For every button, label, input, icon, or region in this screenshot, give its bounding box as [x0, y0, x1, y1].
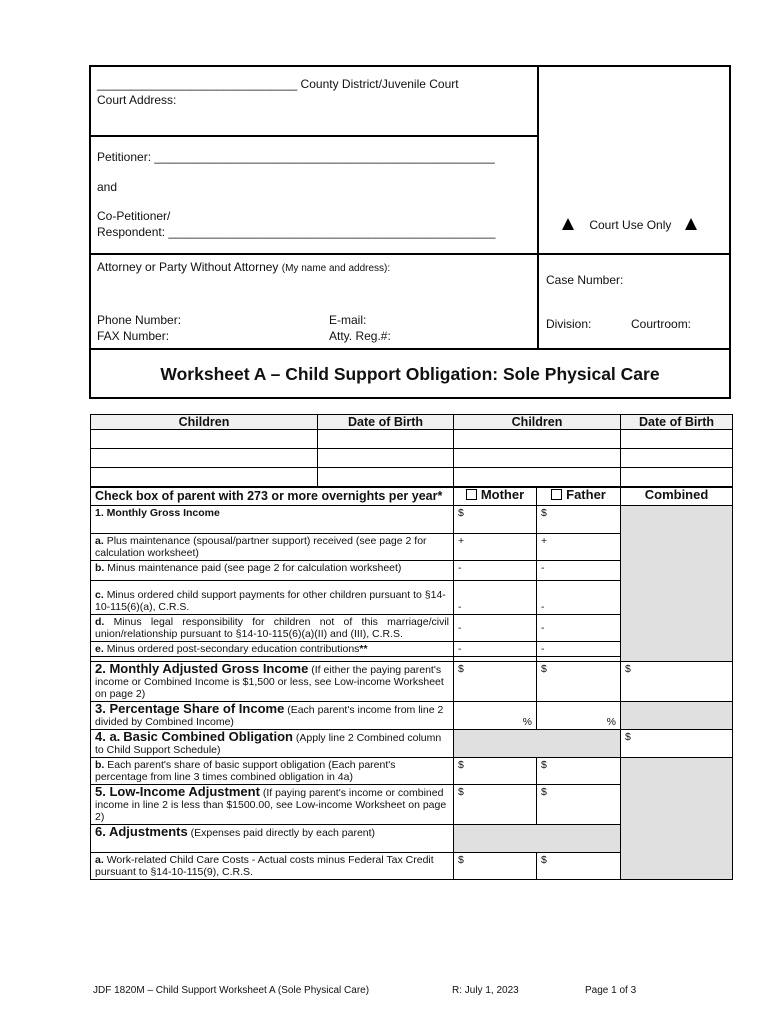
dob-header: Date of Birth [318, 415, 454, 430]
phone-field[interactable]: Phone Number: [97, 313, 182, 327]
respondent-field[interactable]: Respondent: _________________________________________________ [97, 225, 496, 239]
line-1b-father[interactable]: - [537, 560, 621, 580]
children-header: Children [91, 415, 318, 430]
line-4b-label: b. Each parent's share of basic support obligation (Each parent's percentage from line 3 times combined obligation in 4a) [91, 757, 454, 784]
line-1d-label: d. Minus legal responsibility for children not of this marriage/civil union/relationship pursuant to §14-10-115(6)(a)(II) and (III), C.R.S. [91, 614, 454, 641]
father-label: Father [566, 486, 606, 502]
checkbox-icon[interactable] [551, 489, 562, 500]
line-1b-mother[interactable]: - [454, 560, 537, 580]
line-1a-father[interactable]: + [537, 533, 621, 560]
email-field[interactable]: E-mail: [329, 313, 367, 327]
line-1a-label: a. Plus maintenance (spousal/partner support) received (see page 2 for calculation worksheet) [91, 533, 454, 560]
mother-checkbox[interactable] [454, 487, 537, 506]
line-1e-label: e. Minus ordered post-secondary education contributions** [91, 641, 454, 656]
line-6a-father[interactable]: $ [537, 852, 621, 879]
line-6a-mother[interactable]: $ [454, 852, 537, 879]
line-3-row [91, 701, 733, 729]
court-use-only [562, 218, 697, 232]
combined-shaded [621, 505, 733, 661]
footer-form-id: JDF 1820M – Child Support Worksheet A (Sole Physical Care) [93, 985, 370, 996]
line-3-mother[interactable]: % [454, 701, 537, 729]
table-row[interactable] [91, 449, 733, 468]
combined-shaded [621, 757, 733, 879]
line-2-combined[interactable]: $ [621, 661, 733, 701]
case-number-field[interactable]: Case Number: [546, 273, 624, 287]
line-4b-father[interactable]: $ [537, 757, 621, 784]
father-checkbox[interactable] [537, 487, 621, 506]
line-6-label: 6. Adjustments (Expenses paid directly by each parent) [91, 824, 454, 852]
line-5-father[interactable]: $ [537, 784, 621, 824]
footer-revised: R: July 1, 2023 [452, 985, 519, 996]
check-box-label: Check box of parent with 273 or more overnights per year* [91, 487, 454, 506]
fax-field[interactable]: FAX Number: [97, 329, 170, 343]
line-1-father[interactable]: $ [537, 505, 621, 533]
checkbox-icon[interactable] [466, 489, 477, 500]
and-label: and [97, 180, 118, 194]
up-arrow-icon [685, 218, 697, 230]
caption-box [89, 65, 731, 399]
court-address-label: Court Address: [97, 93, 177, 107]
line-4a-combined[interactable]: $ [621, 729, 733, 757]
line-1c-mother[interactable]: - [454, 580, 537, 614]
line-5-label: 5. Low-Income Adjustment (If paying parent's income or combined income in line 2 is less than $1500.00, see Low-income Worksheet on page 2) [91, 784, 454, 824]
line-2-label: 2. Monthly Adjusted Gross Income (If either the paying parent's income or Combined Income is $1,500 or less, see Low-income Worksheet on page 2) [91, 661, 454, 701]
line-2-row [91, 661, 733, 701]
line-1d-father[interactable]: - [537, 614, 621, 641]
table-row[interactable] [91, 430, 733, 449]
line-4b-mother[interactable]: $ [454, 757, 537, 784]
court-use-only-label: Court Use Only [589, 218, 672, 232]
line-1-row [91, 505, 733, 533]
court-name-line: ______________________________ County District/Juvenile Court [97, 77, 459, 91]
line-1d-mother[interactable]: - [454, 614, 537, 641]
table-row[interactable] [91, 468, 733, 487]
line-4a-shaded [454, 729, 621, 757]
line-1c-father[interactable]: - [537, 580, 621, 614]
footer-page-number: Page 1 of 3 [585, 985, 637, 996]
line-1b-label: b. Minus maintenance paid (see page 2 for calculation worksheet) [91, 560, 454, 580]
line-3-combined-shaded [621, 701, 733, 729]
line-1-label: 1. Monthly Gross Income [91, 505, 454, 533]
line-1-mother[interactable]: $ [454, 505, 537, 533]
line-2-father[interactable]: $ [537, 661, 621, 701]
line-3-father[interactable]: % [537, 701, 621, 729]
line-1e-father[interactable]: - [537, 641, 621, 656]
attorney-note: (My name and address): [281, 263, 391, 274]
attorney-title: Attorney or Party Without Attorney [97, 260, 279, 274]
line-1a-mother[interactable]: + [454, 533, 537, 560]
co-petitioner-label: Co-Petitioner/ [97, 209, 171, 223]
line-4a-label: 4. a. Basic Combined Obligation (Apply line 2 Combined column to Child Support Schedule) [91, 729, 454, 757]
atty-reg-field[interactable]: Atty. Reg.#: [329, 329, 391, 343]
combined-header: Combined [621, 487, 733, 506]
line-5-mother[interactable]: $ [454, 784, 537, 824]
attorney-label [97, 260, 390, 274]
check-box-row [91, 487, 733, 506]
dob-header: Date of Birth [621, 415, 733, 430]
line-4a-row [91, 729, 733, 757]
line-6-shaded [454, 824, 621, 852]
line-2-mother[interactable]: $ [454, 661, 537, 701]
line-1c-label: c. Minus ordered child support payments for other children pursuant to §14-10-115(6)(a), C.R.S. [91, 580, 454, 614]
line-1e-mother[interactable]: - [454, 641, 537, 656]
table-header-row [91, 415, 733, 430]
line-6a-label: a. Work-related Child Care Costs - Actual costs minus Federal Tax Credit pursuant to §14-10-115(9), C.R.S. [91, 852, 454, 879]
courtroom-field[interactable]: Courtroom: [631, 317, 692, 331]
up-arrow-icon [562, 218, 574, 230]
page-title: Worksheet A – Child Support Obligation: Sole Physical Care [160, 364, 660, 384]
children-header: Children [454, 415, 621, 430]
line-4b-row [91, 757, 733, 784]
petitioner-field[interactable]: Petitioner: ___________________________________________________ [97, 150, 495, 164]
line-3-label: 3. Percentage Share of Income (Each parent's income from line 2 divided by Combined Income) [91, 701, 454, 729]
division-field[interactable]: Division: [546, 317, 592, 331]
mother-label: Mother [480, 486, 525, 502]
worksheet-table [90, 414, 733, 880]
